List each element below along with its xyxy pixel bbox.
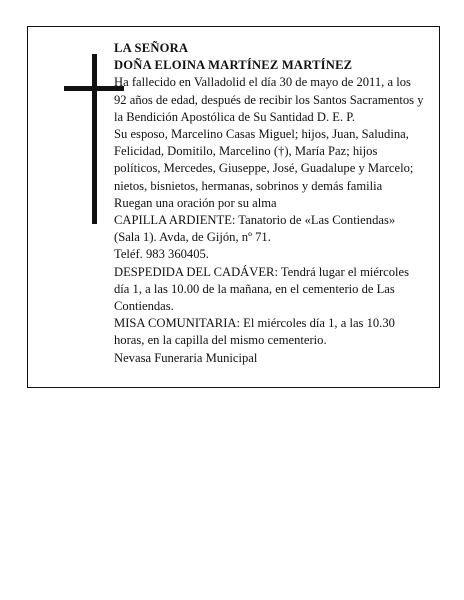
cross-vertical-bar — [92, 54, 97, 224]
wake-location: CAPILLA ARDIENTE: Tanatorio de «Las Contiendas» (Sala 1). Avda, de Gijón, nº 71. — [114, 213, 396, 245]
funeral-farewell: DESPEDIDA DEL CADÁVER: Tendrá lugar el miércoles día 1, a las 10.00 de la mañana, en el cementerio de Las Contiendas. — [114, 264, 410, 314]
deceased-name: DOÑA ELOINA MARTÍNEZ MARTÍNEZ — [114, 58, 353, 73]
community-mass: MISA COMUNITARIA: El miércoles día 1, a las 10.30 horas, en la capilla del mismo cementerio. — [114, 316, 395, 348]
phone-number: Teléf. 983 360405. — [114, 247, 209, 262]
funeral-home: Nevasa Funeraria Municipal — [114, 350, 258, 365]
deceased-honorific: LA SEÑORA — [114, 41, 189, 55]
obituary-text — [114, 40, 424, 367]
death-announcement: Ha fallecido en Valladolid el día 30 de mayo de 2011, a los 92 años de edad, después de recibir los Santos Sacramentos y la Bendición Apostólica de Su Santidad D. E. P. — [114, 75, 424, 124]
obituary-notice — [27, 26, 440, 388]
family-list: Su esposo, Marcelino Casas Miguel; hijos, Juan, Saludina, Felicidad, Domitilo, Marcelino (†), María Paz; hijos políticos, Mercedes, Giuseppe, José, Guadalupe y Marcelo; nietos, bisnietos, hermanas, sobrinos y demás familia — [114, 127, 414, 193]
prayer-request: Ruegan una oración por su alma — [114, 195, 277, 210]
